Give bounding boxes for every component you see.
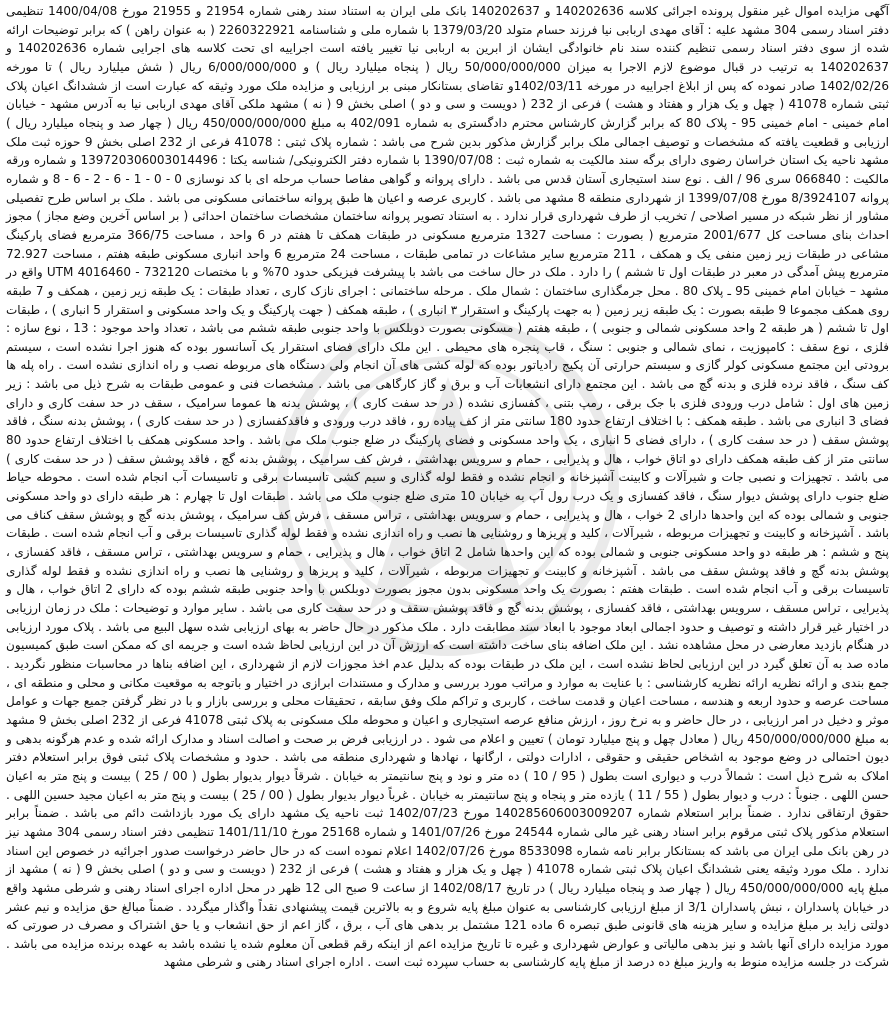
notice-body: آگهی مزایده اموال غیر منقول پرونده اجرائی کلاسه 140202636 و 140202637 بانک ملی ایران به استناد سند رهنی شماره 21954 و 21955 مورخ 1400/04/08 تنظیمی دفتر اسناد رسمی 304 مشهد علیه : آقای مهدی اربابی نیا فرزند حسام متولد 1379/03/20 با شماره ملی و شناسنامه 2260322921 ( به عنوان راهن ) که برابر توضیحات ارائه شده از سوی دفتر اسناد رسمی تنظیم کننده سند نام خانوادگی ایشان از ابرین به اربابی نیا تغییر یافته است اجراییه ای تحت کلاسه های اجرایی شماره 140202636 و 140202637 به ترتیب در قبال موضوع لازم الاجرا به میزان 50/000/000/000 ریال ( پنجاه میلیارد ریال ) و 6/000/000/000 ریال ( شش میلیارد ریال ) تا مورخه 1402/02/26 صادر نموده که پس از ابلاغ اجراییه در مورخه 1402/03/11و تقاضای بستانکار مبنی بر ارزیابی و مزایده ملک مورد وثیقه که عبارت است از ششدانگ اعیان پلاک ثبتی شماره 41078 ( چهل و یک هزار و هفتاد و هشت ) فرعی از 232 ( دویست و سی و دو ) اصلی بخش 9 ( نه ) مشهد ملکی آقای مهدی اربابی نیا به آدرس مشهد - خیابان امام خمینی - امام خمینی 95 - پلاک 80 که برابر گزارش کارشناس محترم دادگستری به شماره 402/091 به مبلغ 450/000/000/000 ریال ( چهار صد و پنجاه میلیارد ریال ) ارزیابی و قطعیت یافته که مشخصات و توصیف اجمالی ملک برابر گزارش مذکور بدین شرح می باشد : شماره پلاک ثبتی : 41078 فرعی از 232 اصلی بخش 9 حوزه ثبت ملک مشهد ناحیه یک استان خراسان رضوی دارای برگه سند مالکیت به شماره ثبت : 1390/07/08 با شماره دفتر الکترونیکی/ شناسه یکتا : 139720306003014496 و شماره ورقه مالکیت : 066840 سری 96 / الف . نوع سند استیجاری آستان قدس می باشد . دارای پروانه و گواهی مفاصا حساب مرحله ای با کد نوسازی 0 - 0 - 1 - 6 - 2 - 6 - 8 و شماره پروانه 8/3924107 مورخ 1399/07/08 از شهرداری منطقه 8 مشهد می باشد . کاربری عرصه و اعیان ها طبق پروانه ساختمانی مسکونی می باشد . ملک بر اساس طرح تفصیلی مشاور از نظر شبکه در مسیر اصلاحی / تخریب از طرف شهرداری قرار ندارد . به استناد تصویر پروانه ساختمان مشخصات ساختمان احداثی ( بر اساس آخرین وضع مجاز ) مجوز احداث بنای مساحت کل 2001/677 مترمربع ( بصورت : مساحت 1327 مترمربع مسکونی در طبقات همکف تا هفتم در 6 واحد ، مساحت 366/75 مترمربع فضای پارکینگ مشاعی در طبقات زیر زمین منفی یک و همکف ، 211 مترمربع سایر مشاعات در تمامی طبقات ، مساحت 24 مترمربع 6 واحد انباری مسکونی طبقه هفتم ، مساحت 72.927 مترمربع پیش آمدگی در معبر در طبقات اول تا ششم ) را دارد . ملک در حال ساخت می باشد با پیشرفت فیزیکی حدود 70% و با مختصات UTM 4016460 - 732120 واقع در مشهد – خیابان امام خمینی 95 ـ پلاک 80 . محل جرمگذاری ساختمان : شمال ملک . مرحله ساختمانی : اجرای نازک کاری ، تعداد طبقات : یک طبقه زیر زمین ، همکف و 7 طبقه روی همکف مجموعا 9 طبقه بصورت : یک طبقه زیر زمین ( به جهت پارکینگ و استقرار ۳ انباری ) ، طبقه همکف ( جهت پارکینگ و یک واحد مسکونی و استقرار 5 انباری ) ، طبقات اول تا ششم ( هر طبقه 2 واحد مسکونی شمالی و جنوبی ) ، طبقه هفتم ( مسکونی بصورت دوبلکس با واحد جنوبی طبقه ششم می باشد ، تعداد واحد موجود : 13 ، نوع سازه : فلزی ، نوع سقف : کامپوزیت ، نمای شمالی و جنوبی : سنگ ، قاب پنجره های محیطی . این ملک دارای فضای استقرار یک آسانسور بوده که هنوز اجرا نشده است ، سیستم برودتی این مجتمع مسکونی کولر گازی و سیستم حرارتی آن پکیج رادیاتور بوده که لوله کشی های آن انجام ولی دستگاه های مربوطه نصب و راه اندازی نشده است . راه پله ها کف سنگ ، فاقد نرده فلزی و بدنه گچ می باشد . این مجتمع دارای انشعابات آب و برق و گاز کارگاهی می باشد . مشخصات فنی و عمومی طبقات به شرح ذیل می باشد : زیر زمین های اول : شامل درب ورودی فلزی با جک برقی ، رمپ بتنی ، کفسازی نشده ( در حد سفت کاری ) ، پوشش بدنه ها عموما سرامیک ، سقف در حد سفت کاری و دارای فضای 3 انباری می باشد . طبقه همکف : با اختلاف ارتفاع حدود 180 سانتی متر از کف پیاده رو ، فاقد درب ورودی و فاقدکفسازی ( در حد سفت کاری ) ، پوشش بدنه سنگ ، فاقد پوشش سقف ( در حد سفت کاری ) ، دارای فضای 5 انباری ، یک واحد مسکونی و فضای پارکینگ در ضلع جنوب ملک می باشد . واحد مسکونی همکف با اختلاف ارتفاع حدود 80 سانتی متر از کف طبقه همکف دارای دو اتاق خواب ، هال و پذیرایی ، حمام و سرویس بهداشتی ، فرش کف سرامیک ، پوشش بدنه گچ ، فاقد پوشش سقف ( در حد سفت کاری ) می باشد . تجهیزات و نصبی جات و شیرآلات و کابینت آشپزخانه و انجام نشده و فقط لوله گذاری و سیم کشی تاسیسات برقی و تاسیسات آب انجام شده است . محوطه حیاط ضلع جنوب دارای پوشش دیوار سنگ ، فاقد کفسازی و یک درب رول آپ به خیابان 10 متری ضلع جنوب ملک می باشد . طبقات اول تا چهارم : هر طبقه دارای دو واحد مسکونی جنوبی و شمالی بوده که این واحدها دارای 2 خواب ، هال و پذیرایی ، حمام و سرویس بهداشتی ، تراس مسقف ، فرش کف سرامیک ، پوشش بدنه گچ و پوشش سقف کناف می باشد . آشپزخانه و کابینت و تجهیزات مربوطه ، شیرآلات ، کلید و پریزها و روشنایی ها نصب و راه اندازی نشده و فقط لوله گذاری تاسیسات برقی و آب انجام شده است . طبقات پنج و ششم : هر طبقه دو واحد مسکونی جنوبی و شمالی بوده که این واحدها شامل 2 اتاق خواب ، هال و پذیرایی ، حمام و سرویس بهداشتی ، تراس مسقف ، فاقد کفسازی ، پوشش بدنه گچ و فاقد پوشش سقف می باشد . آشپزخانه و کابینت و تجهیزات مربوطه ، شیرآلات ، کلید و پریزها و روشنایی ها نصب و راه اندازی نشده و فقط لوله گذاری تاسیسات برقی و آب انجام شده است . طبقات هفتم : بصورت یک واحد مسکونی بدون مجوز بصورت دوبلکس با واحد جنوبی طبقه ششم بوده که دارای 2 اتاق خواب ، هال و پذیرایی ، تراس مسقف ، سرویس بهداشتی ، فاقد کفسازی ، پوشش بدنه گچ و فاقد پوشش سقف و در حد سفت کاری می باشد . سایر موارد و توضیحات : ملک در زمان ارزیابی در اختیار غیر قرار داشته و توصیف و حدود اجمالی ابعاد موجود با ابعاد سند مطابقت دارد . ملک مذکور در حال حاضر به بهای ارزیابی شده سهل البیع می باشد . پلاک مورد ارزیابی در هنگام بازدید معارضی در محل مشاهده نشد . این ملک اضافه بنای ساخت داشته است که ارزش آن در این ارزیابی لحاظ شده است و جریمه ای که ممکن است طبق کمیسیون ماده صد به آن تعلق گیرد در این ارزیابی لحاظ نشده است ، این ملک در طبقات بوده که بدلیل عدم اخذ مجوزات لازم از شهرداری ، این اضافه بناها در محاسبات منظور نگردید . جمع بندی و ارائه نظریه ارائه نظریه کارشناسی : با عنایت به موارد و مراتب مورد بررسی و مدارک و مستندات ابرازی در اختیار و باتوجه به موقعیت مکانی و محلی و منطقه ای ، مساحت عرصه و حدود اربعه و هندسه ، مساحت اعیان و قدمت ساخت ، کاربری و تراکم ملک وفق سابقه ، تحقیقات محلی و بررسی بازار و با در نظر گرفتن جمیع جهات و عوامل موثر و دخیل در امر ارزیابی ، در حال حاضر و به نرخ روز ، ارزش منافع عرصه استیجاری و اعیان و محوطه ملک مسکونی به پلاک ثبتی 41078 فرعی از 232 اصلی بخش 9 مشهد به مبلغ 450/000/000/000 ریال ( معادل چهل و پنج میلیارد تومان ) تعیین و اعلام می شود . در ارزیابی فرض بر صحت و اصالت اسناد و مدارک ارائه شده و عدم هرگونه بدهی و دیون احتمالی در وضع موجود به اشخاص حقیقی و حقوقی ، ادارات دولتی ، ارگانها ، نهادها و شهرداری منطقه می باشد . حدود و مشخصات پلاک ثبتی فوق برابر استعلام دفتر املاک به شرح ذیل است : شمالاً درب و دیواری است بطول ( 95 / 10 ) ده متر و نود و پنج سانتیمتر به خیابان . شرقاً دیوار بدیوار بطول ( 00 / 25 ) بیست و پنج متر به اعیان حسن اللهی . جنوباً : درب و دیوار بطول ( 55 / 11 ) یازده متر و پنجاه و پنج سانتیمتر به خیابان . غرباً دیوار بدیوار بطول ( 00 / 25 ) بیست و پنج متر به اعیان مجید حسین اللهی . حقوق ارتفاقی ندارد . ضمناً برابر استعلام شماره 140285606003009207 مورخ 1402/07/23 ثبت ناحیه یک مشهد دارای یک مورد بازداشت دائم می باشد . ضمناً برابر استعلام مذکور پلاک ثبتی مرقوم برابر اسناد رهنی غیر مالی شماره 24544 مورخ 1401/07/26 و شماره 25168 مورخ 1401/11/10 تنظیمی دفتر اسناد رسمی 304 مشهد نیز در رهن بانک ملی ایران می باشد که بستانکار برابر نامه شماره 8533098 مورخ 1402/07/26 اعلام نموده است که در حال حاضر درخواست صدور اجرائیه در خصوص این اسناد ندارد . ملک مورد وثیقه یعنی ششدانگ اعیان پلاک ثبتی شماره 41078 ( چهل و یک هزار و هفتاد و هشت ) فرعی از 232 ( دویست و سی و دو ) اصلی بخش 9 ( نه ) مشهد از مبلغ پایه 450/000/000/000 ریال ( چهار صد و پنجاه میلیارد ریال ) در تاریخ 1402/08/17 از ساعت 9 صبح الی 12 ظهر در محل اداره اجرای اسناد رهنی و شرطی مشهد واقع در خیابان پاسداران ، نبش پاسداران 3/1 از مبلغ ارزیابی کارشناسی به عنوان مبلغ پایه شروع و به بالاترین قیمت پیشنهادی نقداً واگذار میگردد . ضمناً مبالغ حق مزایده و نیم عشر دولتی زاید بر مبلغ مزایده و سایر هزینه های قانونی طبق تبصره 6 ماده 121 مشتمل بر بدهی های آب ، برق ، گاز اعم از حق انشعاب و یا حق اشتراک و مصرف در صورتی که مورد مزایده دارای آنها باشد و نیز بدهی مالیاتی و عوارض شهرداری و غیره تا تاریخ مزایده اعم از اینکه رقم قطعی آن معلوم شده یا نشده باشد به عهده برنده مزایده می باشد . شرکت در جلسه مزایده منوط به واریز مبلغ ده درصد از مبلغ پایه کارشناسی به حساب سپرده ثبت است . اداره اجرای اسناد رهنی و شرطی مشهد: [6, 4, 890, 970]
